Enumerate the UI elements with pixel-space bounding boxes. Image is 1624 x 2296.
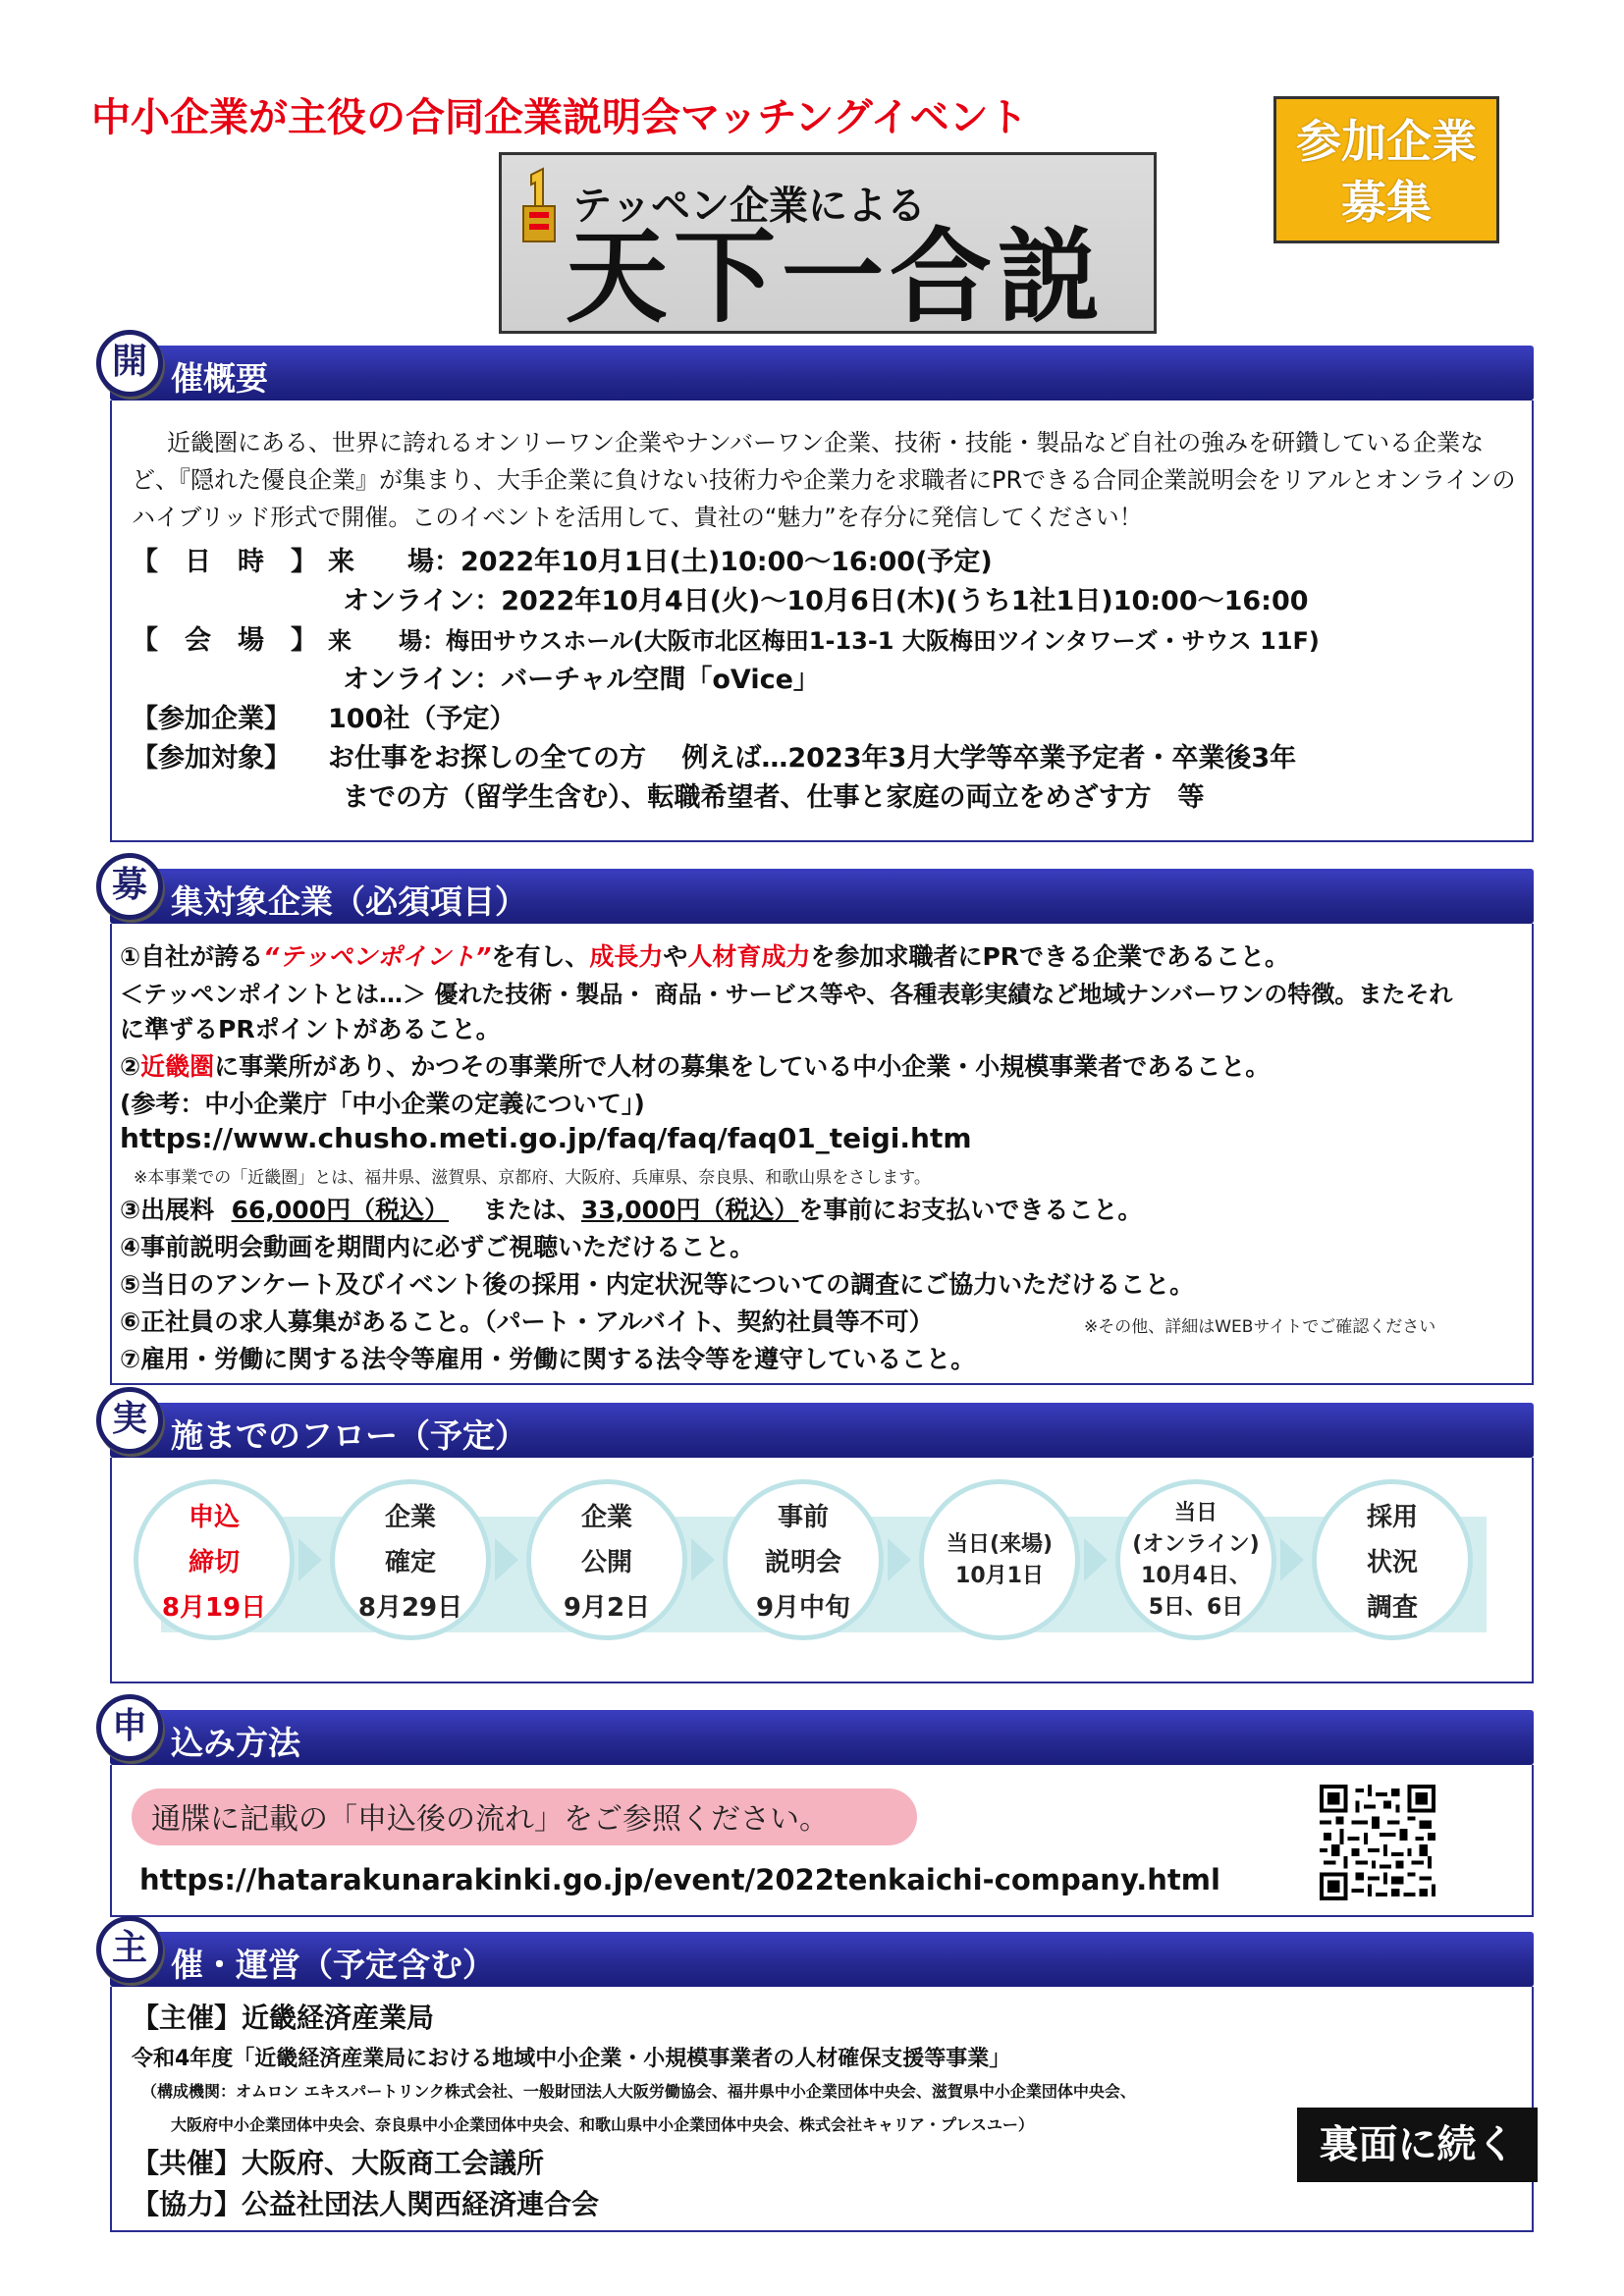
requirement-1-detail-2: に準ずるPRポイントがあること。 bbox=[120, 1015, 501, 1043]
organizer-host: 【主催】近畿経済産業局 bbox=[132, 2002, 435, 2034]
event-tagline: 中小企業が主役の合同企業説明会マッチングイベント bbox=[91, 95, 1028, 140]
flow-body bbox=[110, 1458, 1534, 1683]
application-badge: 申 bbox=[96, 1694, 163, 1761]
requirement-1-detail: ＜テッペンポイントとは…＞ 優れた技術・製品・ 商品・サービス等や、各種表彰実績など地域ナンバーワンの特徴。またそれ bbox=[120, 981, 1453, 1008]
companies-row bbox=[132, 697, 515, 735]
r1-a: ①自社が誇る bbox=[120, 942, 264, 971]
target-line1: お仕事をお探しの全ての方 例えば…2023年3月大学等卒業予定者・卒業後3年 bbox=[328, 743, 1297, 774]
requirements-body bbox=[110, 924, 1534, 1385]
requirements-title: 集対象企業（必須項目） bbox=[171, 882, 527, 921]
step4-l2: 説明会 bbox=[764, 1548, 841, 1577]
qr-code-icon[interactable] bbox=[1320, 1785, 1435, 1900]
flow-badge: 実 bbox=[96, 1387, 163, 1454]
r1-c: を有し、 bbox=[491, 942, 590, 971]
place-venue: 来 場：梅田サウスホール(大阪市北区梅田1-13-1 大阪梅田ツインタワーズ・サウス 11F) bbox=[328, 627, 1320, 655]
recruiting-companies-badge bbox=[1273, 96, 1499, 243]
companies-value: 100社（予定） bbox=[328, 704, 516, 734]
web-details-note: ※その他、詳細はWEBサイトでご確認ください bbox=[1084, 1317, 1436, 1337]
requirement-2 bbox=[120, 1047, 1270, 1083]
step7-l2: 状況 bbox=[1366, 1548, 1418, 1577]
teppen-point-highlight: “テッペンポイント” bbox=[263, 942, 492, 971]
target-line2: までの方（留学生含む）、転職希望者、仕事と家庭の両立をめざす方 等 bbox=[343, 782, 1205, 813]
target-label: 【参加対象】 bbox=[132, 743, 291, 774]
step2-l2: 確定 bbox=[384, 1548, 436, 1577]
r2-a: ② bbox=[120, 1052, 141, 1081]
place-row bbox=[132, 618, 1320, 657]
organizer-cohost: 【共催】大阪府、大阪商工会議所 bbox=[132, 2147, 545, 2179]
requirement-6: ⑥正社員の求人募集があること。（パート・アルバイト、契約社員等不可） bbox=[120, 1308, 934, 1336]
flow-arrow-3 bbox=[691, 1538, 715, 1581]
recruit-badge-line2: 募集 bbox=[1341, 176, 1432, 229]
overview-title: 催概要 bbox=[171, 359, 268, 398]
fee-regular: 66,000円（税込） bbox=[231, 1196, 450, 1224]
organizer-project: 令和4年度「近畿経済産業局における地域中小企業・小規模事業者の人材確保支援等事業」 bbox=[132, 2047, 1011, 2071]
r1-g: を参加求職者にPRできる企業であること。 bbox=[810, 942, 1290, 971]
organizer-members-1: （構成機関：オムロン エキスパートリンク株式会社、一般財団法人大阪労働協会、福井県中小企業団体中央会、滋賀県中小企業団体中央会、 bbox=[141, 2082, 1136, 2101]
requirement-5: ⑤当日のアンケート及びイベント後の採用・内定状況等についての調査にご協力いただけること。 bbox=[120, 1270, 1195, 1299]
flow-step-application-deadline bbox=[134, 1479, 295, 1640]
overview-badge: 開 bbox=[96, 330, 163, 397]
step5-l1: 当日(来場) bbox=[946, 1532, 1054, 1557]
requirement-2-reference: (参考：中小企業庁「中小企業の定義について」) bbox=[120, 1090, 645, 1118]
step3-l2: 公開 bbox=[580, 1548, 632, 1577]
target-row bbox=[132, 736, 1296, 774]
organizers-header bbox=[110, 1932, 1534, 1987]
step6-l4: 5日、6日 bbox=[1148, 1595, 1244, 1620]
logo-title: 天下一合説 bbox=[566, 217, 1107, 337]
flow-arrow-5 bbox=[1084, 1538, 1108, 1581]
flow-step-company-published bbox=[526, 1479, 687, 1640]
kinki-area-note: ※本事業での「近畿圏」とは、福井県、滋賀県、京都府、大阪府、兵庫県、奈良県、和歌山県をさします。 bbox=[134, 1168, 931, 1188]
step6-l1: 当日 bbox=[1173, 1501, 1218, 1525]
requirement-4: ④事前説明会動画を期間内に必ずご視聴いただけること。 bbox=[120, 1233, 755, 1261]
requirement-7: ⑦雇用・労働に関する法令等雇用・労働に関する法令等を遵守していること。 bbox=[120, 1345, 976, 1373]
overview-body bbox=[110, 400, 1534, 842]
recruit-badge-line1: 参加企業 bbox=[1296, 115, 1477, 168]
step4-l3: 9月中旬 bbox=[755, 1593, 851, 1623]
step6-l2: (オンライン) bbox=[1132, 1532, 1260, 1557]
step4-l1: 事前 bbox=[777, 1503, 829, 1532]
step1-l1: 申込 bbox=[188, 1503, 240, 1532]
step6-l3: 10月4日、 bbox=[1141, 1564, 1251, 1588]
application-header bbox=[110, 1710, 1534, 1765]
sme-definition-link[interactable]: https://www.chusho.meti.go.jp/faq/faq/faq01_teigi.htm bbox=[120, 1122, 972, 1154]
application-note: 通牒に記載の「申込後の流れ」をご参照ください。 bbox=[151, 1802, 829, 1837]
step5-l2: 10月1日 bbox=[955, 1564, 1044, 1588]
r1-e: や bbox=[663, 942, 688, 971]
requirements-header bbox=[110, 869, 1534, 924]
step2-l3: 8月29日 bbox=[357, 1593, 463, 1623]
flow-arrow-6 bbox=[1280, 1538, 1304, 1581]
r2-c: に事業所があり、かつその事業所で人材の募集をしている中小企業・小規模事業者であること。 bbox=[214, 1052, 1271, 1081]
step7-l3: 調査 bbox=[1366, 1593, 1418, 1623]
requirement-3 bbox=[120, 1191, 1142, 1226]
organizer-members-2: 大阪府中小企業団体中央会、奈良県中小企業団体中央会、和歌山県中小企業団体中央会、株式会社キャリア・プレスユー） bbox=[171, 2115, 1034, 2134]
step3-l1: 企業 bbox=[580, 1503, 632, 1532]
application-body bbox=[110, 1765, 1534, 1917]
kinki-highlight: 近畿圏 bbox=[140, 1052, 215, 1081]
flow-step-hiring-survey bbox=[1312, 1479, 1473, 1640]
requirement-1 bbox=[120, 937, 1289, 973]
organizer-cooperation: 【協力】公益社団法人関西経済連合会 bbox=[132, 2188, 600, 2220]
overview-intro: 近畿圏にある、世界に誇れるオンリーワン企業やナンバーワン企業、技術・技能・製品など自社の強みを研鑽している企業など、『隠れた優良企業』が集まり、大手企業に負けない技術力や企業力を求職者にPRできる合同企業説明会をリアルとオンラインのハイブリッド形式で開催。このイベントを活用して、貴社の“魅力”を存分に発信してください！ bbox=[132, 429, 1516, 531]
flow-arrow-2 bbox=[495, 1538, 518, 1581]
flow-arrow-4 bbox=[888, 1538, 911, 1581]
flow-step-event-day-online bbox=[1115, 1479, 1276, 1640]
overview-header bbox=[110, 346, 1534, 400]
flow-header bbox=[110, 1403, 1534, 1458]
application-title: 込み方法 bbox=[171, 1724, 300, 1762]
flow-title: 施までのフロー（予定） bbox=[171, 1416, 527, 1455]
requirements-badge: 募 bbox=[96, 853, 163, 920]
fee-reduced: 33,000円（税込） bbox=[580, 1196, 799, 1224]
step7-l1: 採用 bbox=[1366, 1503, 1418, 1532]
r3-e: を事前にお支払いできること。 bbox=[798, 1196, 1143, 1224]
organizers-title: 催・運営（予定含む） bbox=[171, 1946, 495, 1984]
step1-l2: 締切 bbox=[188, 1548, 240, 1577]
step3-l3: 9月2日 bbox=[563, 1593, 651, 1623]
logo-subtitle: テッペン企業による bbox=[572, 184, 926, 229]
place-label: 【 会 場 】 bbox=[132, 625, 317, 656]
talent-highlight: 人材育成力 bbox=[687, 942, 811, 971]
date-online: オンライン：2022年10月4日(火)～10月6日(木)(うち1社1日)10:00～16:00 bbox=[343, 586, 1309, 616]
r3-a: ③出展料 bbox=[120, 1196, 215, 1224]
flow-step-event-day-venue bbox=[919, 1479, 1080, 1640]
place-online: オンライン：バーチャル空間「oVice」 bbox=[343, 665, 820, 695]
date-venue: 来 場：2022年10月1日(土)10:00～16:00(予定) bbox=[328, 547, 993, 577]
r3-c: または、 bbox=[482, 1196, 581, 1224]
event-logo bbox=[499, 152, 1157, 337]
number-one-medal-icon bbox=[519, 167, 559, 243]
organizers-badge: 主 bbox=[96, 1916, 163, 1983]
companies-label: 【参加企業】 bbox=[132, 704, 291, 734]
flow-step-pre-briefing bbox=[723, 1479, 884, 1640]
date-label: 【 日 時 】 bbox=[132, 547, 317, 577]
flow-step-company-confirmed bbox=[330, 1479, 491, 1640]
date-row bbox=[132, 540, 993, 578]
step1-l3: 8月19日 bbox=[161, 1593, 267, 1623]
growth-highlight: 成長力 bbox=[589, 942, 664, 971]
step2-l1: 企業 bbox=[384, 1503, 436, 1532]
application-url[interactable]: https://hatarakunarakinki.go.jp/event/2022tenkaichi-company.html bbox=[139, 1863, 1220, 1896]
flow-arrow-1 bbox=[298, 1538, 322, 1581]
continued-on-back-label: 裏面に続く bbox=[1297, 2108, 1538, 2182]
